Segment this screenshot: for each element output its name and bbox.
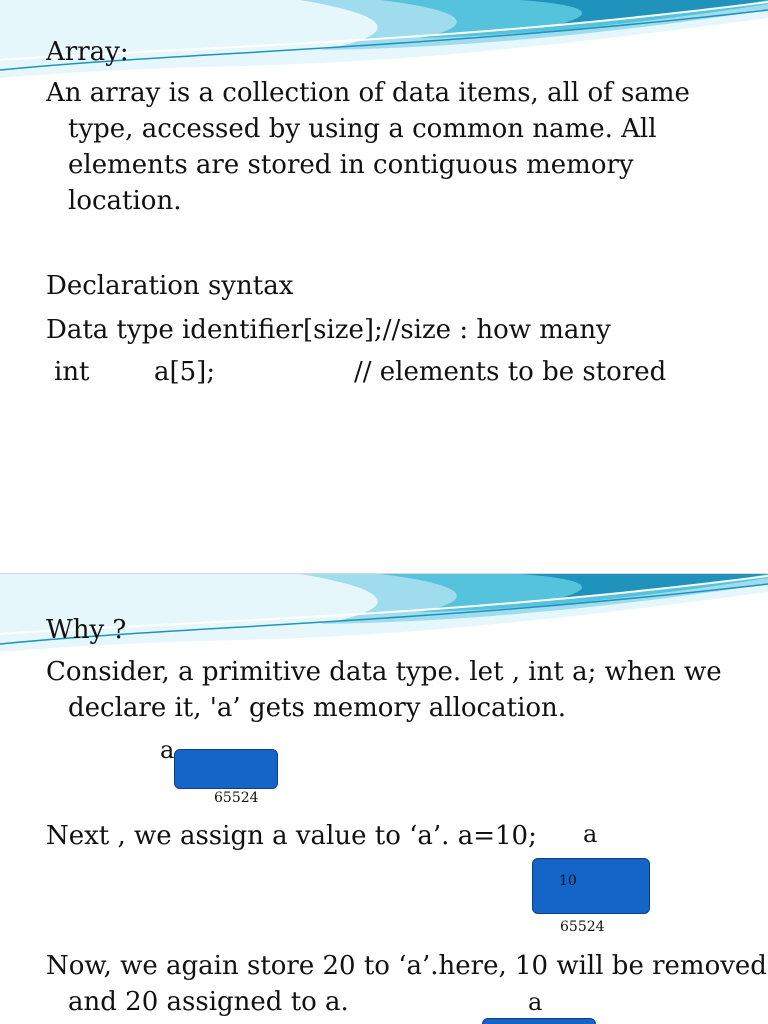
definition-line-2: type, accessed by using a common name. All (68, 114, 657, 144)
variable-label-a: a (160, 736, 175, 764)
consider-line-1: Consider, a primitive data type. let , int a; when we (46, 657, 722, 687)
slide-title: Why ? (46, 615, 127, 645)
memory-cell-value: 10 (559, 873, 577, 889)
example-type: int (54, 357, 90, 387)
example-declaration: a[5]; (154, 357, 216, 387)
definition-line-3: elements are stored in contiguous memory (68, 150, 634, 180)
memory-cell-box (532, 858, 650, 914)
memory-address: 65524 (214, 790, 259, 806)
memory-cell-box (174, 749, 278, 789)
memory-cell-box (482, 1018, 596, 1024)
variable-label-a: a (583, 820, 598, 848)
variable-label-a: a (528, 988, 543, 1016)
consider-line-2: declare it, 'a’ gets memory allocation. (68, 693, 567, 723)
slide-why (0, 574, 768, 1024)
assign-line: Next , we assign a value to ‘a’. a=10; (46, 821, 537, 851)
syntax-line: Data type identifier[size];//size : how many (46, 315, 611, 345)
again-line-2: and 20 assigned to a. (68, 987, 349, 1017)
definition-line-4: location. (68, 186, 182, 216)
definition-line-1: An array is a collection of data items, all of same (46, 78, 690, 108)
example-comment: // elements to be stored (354, 357, 667, 387)
memory-address: 65524 (560, 919, 605, 935)
syntax-heading: Declaration syntax (46, 271, 294, 301)
again-line-1: Now, we again store 20 to ‘a’.here, 10 will be removed (46, 951, 767, 981)
slide-title: Array: (46, 37, 129, 67)
